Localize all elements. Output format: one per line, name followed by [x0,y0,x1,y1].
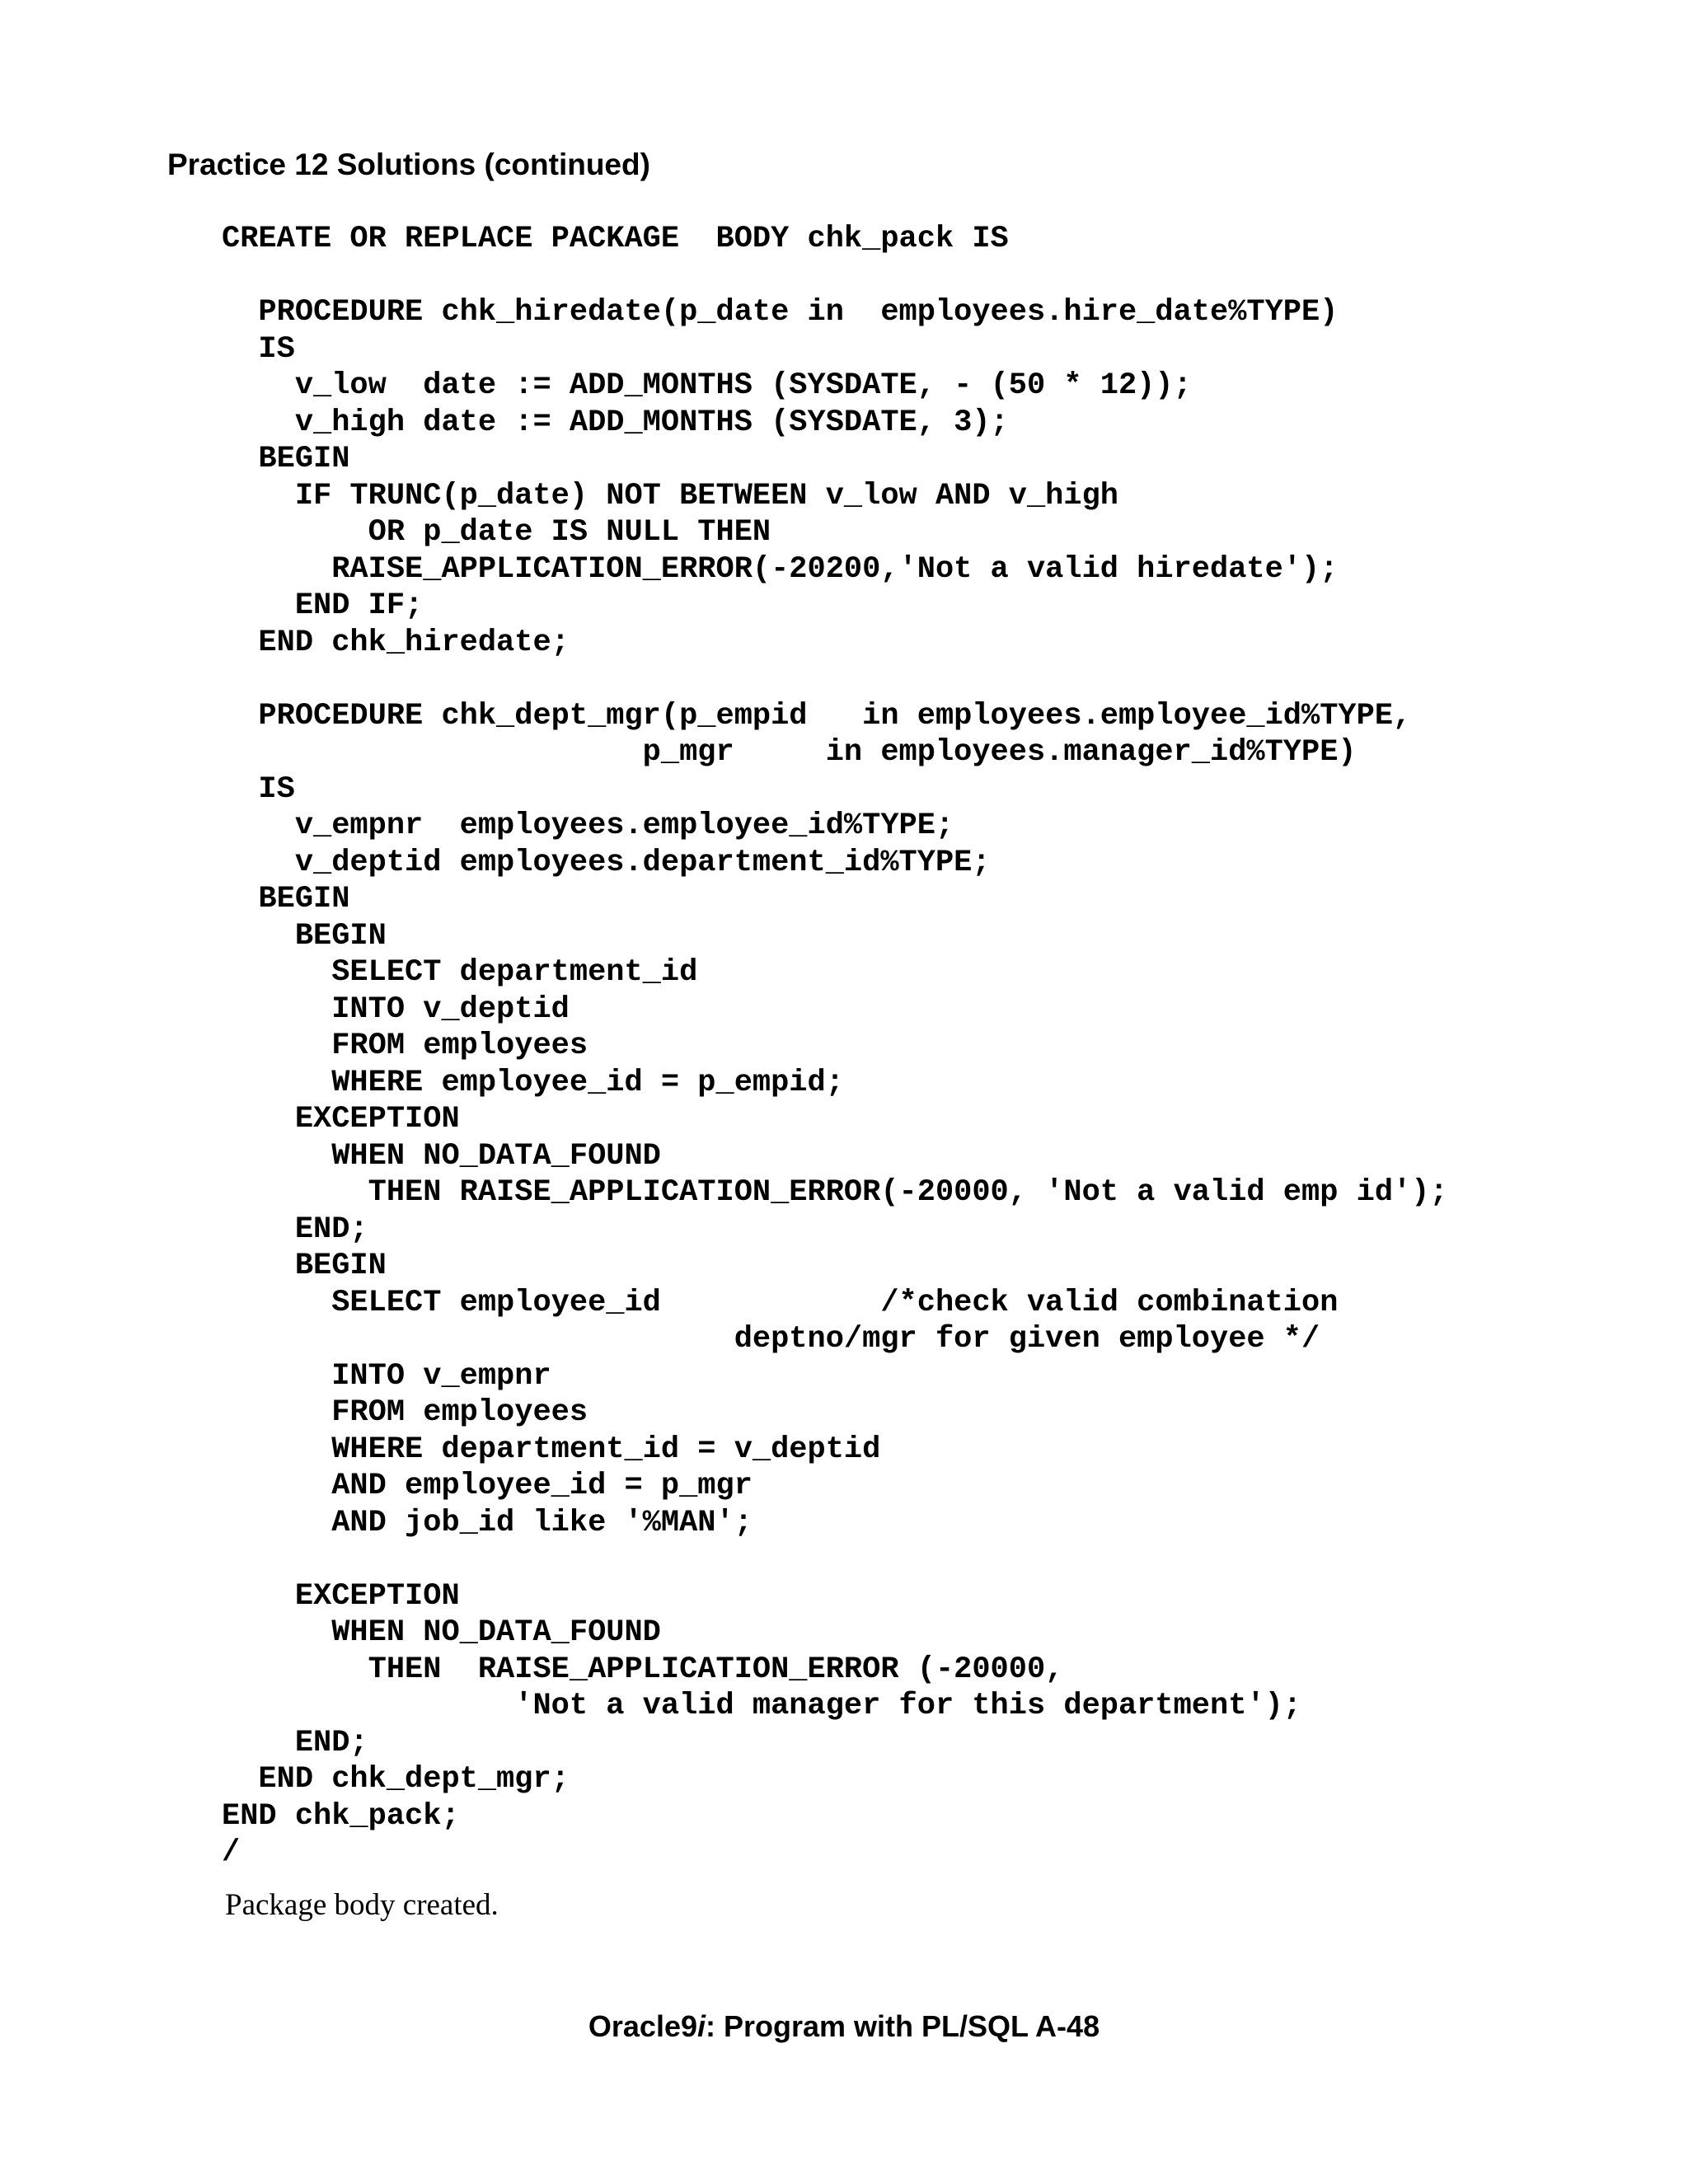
code-line: END chk_hiredate; [222,625,570,660]
code-line: CREATE OR REPLACE PACKAGE BODY chk_pack IS [222,222,1009,256]
code-line: IS [222,771,295,807]
code-line: v_deptid employees.department_id%TYPE; [222,845,991,880]
code-line: AND job_id like '%MAN'; [222,1505,753,1540]
code-line: WHERE employee_id = p_empid; [222,1065,844,1100]
code-line [222,258,1448,295]
code-line: WHERE department_id = v_deptid [222,1432,881,1467]
code-line: v_high date := ADD_MONTHS (SYSDATE, 3); [222,405,1009,440]
code-line: BEGIN [222,918,387,954]
code-line: INTO v_empnr [222,1358,551,1394]
code-line: FROM employees [222,1029,588,1063]
footer-prefix: Oracle9 [588,2009,697,2043]
code-line: PROCEDURE chk_hiredate(p_date in employees.hire_date%TYPE) [222,295,1339,330]
code-line: WHEN NO_DATA_FOUND [222,1138,661,1174]
code-line: p_mgr in employees.manager_id%TYPE) [222,735,1357,770]
code-line [222,661,1448,698]
code-line: FROM employees [222,1395,588,1430]
code-line: END; [222,1725,368,1760]
code-line: END IF; [222,588,424,623]
code-line: IF TRUNC(p_date) NOT BETWEEN v_low AND v_high [222,478,1118,513]
code-line: EXCEPTION [222,1102,460,1137]
code-listing [222,221,1448,1872]
footer-suffix: : Program with PL/SQL A-48 [706,2009,1100,2043]
code-line: INTO v_deptid [222,991,570,1027]
code-line: RAISE_APPLICATION_ERROR(-20200,'Not a valid hiredate'); [222,551,1339,587]
result-message: Package body created. [225,1888,499,1922]
code-line: EXCEPTION [222,1578,460,1614]
code-line: PROCEDURE chk_dept_mgr(p_empid in employees.employee_id%TYPE, [222,698,1412,733]
code-line: v_low date := ADD_MONTHS (SYSDATE, - (50 * 12)); [222,368,1192,403]
code-line: BEGIN [222,442,350,476]
code-line: IS [222,331,295,367]
code-line: BEGIN [222,1249,387,1283]
code-line: 'Not a valid manager for this department'); [222,1689,1302,1723]
code-line: OR p_date IS NULL THEN [222,515,771,550]
code-line: WHEN NO_DATA_FOUND [222,1615,661,1650]
code-line: SELECT employee_id /*check valid combination [222,1285,1339,1320]
code-line: BEGIN [222,882,350,916]
code-line: THEN RAISE_APPLICATION_ERROR(-20000, 'Not a valid emp id'); [222,1175,1448,1210]
code-line: / [222,1835,241,1870]
footer-italic: i [697,2009,706,2043]
code-line [222,1541,1448,1578]
code-line: END; [222,1212,368,1247]
code-line: AND employee_id = p_mgr [222,1469,753,1503]
page-footer [0,2008,1688,2046]
code-line: SELECT department_id [222,955,698,990]
code-line: END chk_pack; [222,1798,460,1834]
code-line: deptno/mgr for given employee */ [222,1322,1320,1357]
page-heading: Practice 12 Solutions (continued) [167,148,650,181]
code-line: END chk_dept_mgr; [222,1762,570,1797]
code-line: v_empnr employees.employee_id%TYPE; [222,808,954,843]
code-line: THEN RAISE_APPLICATION_ERROR (-20000, [222,1652,1064,1687]
